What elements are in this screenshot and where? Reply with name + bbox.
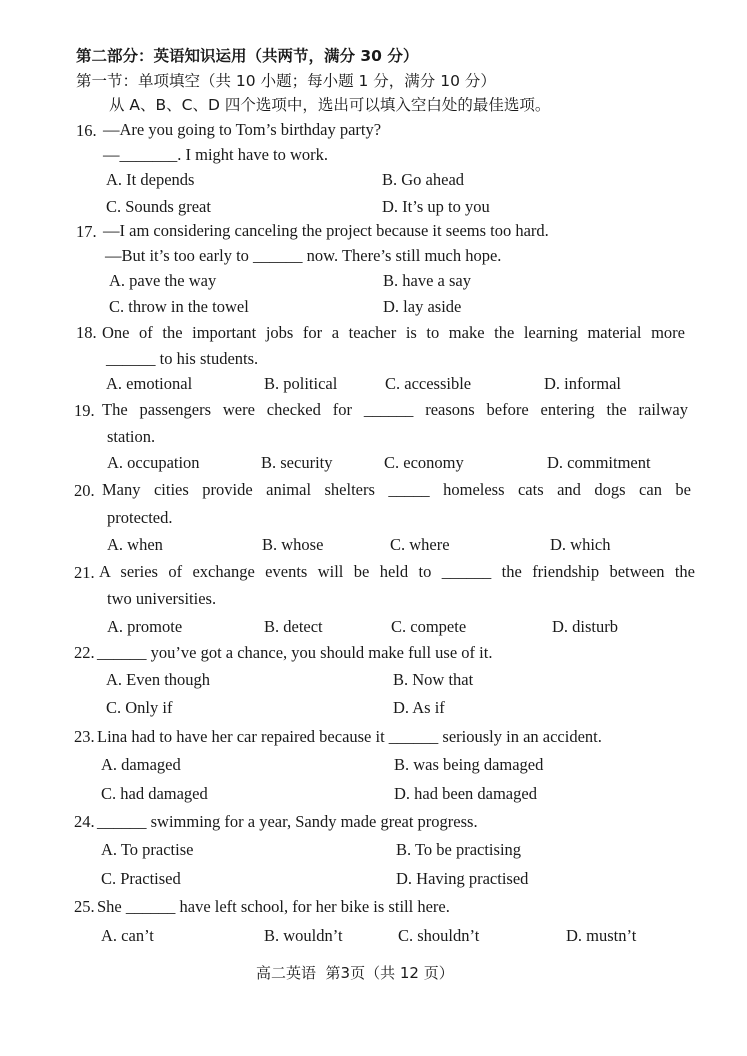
option-b: B. To be practising xyxy=(396,840,522,859)
question-stem-cont: ______ to his students. xyxy=(106,349,259,368)
option-c: C. Only if xyxy=(106,698,173,717)
question-number: 16. xyxy=(76,121,97,140)
question-number: 23. xyxy=(74,727,95,746)
option-b: B. have a say xyxy=(383,271,471,290)
option-a: A. promote xyxy=(107,617,183,636)
instructions: 从 A、B、C、D 四个选项中，选出可以填入空白处的最佳选项。 xyxy=(109,96,551,114)
option-a: A. Even though xyxy=(106,670,211,689)
subsection-title: 第一节：单项填空（共 10 小题；每小题 1 分，满分 10 分） xyxy=(76,72,496,90)
option-c: C. economy xyxy=(384,453,464,472)
question-stem-cont: —_______. I might have to work. xyxy=(103,145,329,164)
question-stem: She ______ have left school, for her bike is still here. xyxy=(97,897,450,916)
question-number: 24. xyxy=(74,812,95,831)
page-footer: 高二英语 第3页（共 12 页） xyxy=(256,964,454,982)
question-stem-cont: protected. xyxy=(107,508,173,527)
option-d: D. which xyxy=(550,535,611,554)
option-b: B. detect xyxy=(264,617,323,636)
option-a: A. emotional xyxy=(106,374,193,393)
question-stem: —I am considering canceling the project because it seems too hard. xyxy=(103,221,549,240)
option-d: D. disturb xyxy=(552,617,618,636)
option-d: D. had been damaged xyxy=(394,784,537,803)
question-stem: One of the important jobs for a teacher is to make the learning material more xyxy=(102,323,685,342)
option-c: C. accessible xyxy=(385,374,472,393)
option-c: C. where xyxy=(390,535,450,554)
option-b: B. political xyxy=(264,374,338,393)
option-c: C. Practised xyxy=(101,869,181,888)
option-a: A. occupation xyxy=(107,453,200,472)
option-b: B. whose xyxy=(262,535,324,554)
question-stem: —Are you going to Tom’s birthday party? xyxy=(103,120,382,139)
question-number: 22. xyxy=(74,643,95,662)
question-number: 20. xyxy=(74,481,95,500)
question-stem-cont: two universities. xyxy=(107,589,217,608)
question-stem: A series of exchange events will be held to ______ the friendship between the xyxy=(99,562,695,581)
option-c: C. throw in the towel xyxy=(109,297,249,316)
question-number: 18. xyxy=(76,323,97,342)
option-c: C. compete xyxy=(391,617,467,636)
question-stem-cont: —But it’s too early to ______ now. There’s still much hope. xyxy=(105,246,502,265)
option-c: C. Sounds great xyxy=(106,197,211,216)
option-d: D. mustn’t xyxy=(566,926,637,945)
question-number: 17. xyxy=(76,222,97,241)
option-d: D. informal xyxy=(544,374,621,393)
question-stem: The passengers were checked for ______ reasons before entering the railway xyxy=(102,400,688,419)
question-stem-cont: station. xyxy=(107,427,156,446)
option-d: D. As if xyxy=(393,698,445,717)
option-b: B. was being damaged xyxy=(394,755,544,774)
option-d: D. It’s up to you xyxy=(382,197,490,216)
question-stem: Many cities provide animal shelters _____ homeless cats and dogs can be xyxy=(102,480,691,499)
option-a: A. damaged xyxy=(101,755,181,774)
option-b: B. wouldn’t xyxy=(264,926,343,945)
option-d: D. lay aside xyxy=(383,297,462,316)
option-c: C. had damaged xyxy=(101,784,208,803)
question-stem: ______ swimming for a year, Sandy made great progress. xyxy=(97,812,478,831)
section-title: 第二部分：英语知识运用（共两节，满分 30 分） xyxy=(76,47,419,65)
option-a: A. To practise xyxy=(101,840,194,859)
option-d: D. commitment xyxy=(547,453,651,472)
question-stem: Lina had to have her car repaired because it ______ seriously in an accident. xyxy=(97,727,602,746)
option-a: A. when xyxy=(107,535,163,554)
option-b: B. security xyxy=(261,453,333,472)
option-b: B. Go ahead xyxy=(382,170,465,189)
question-stem: ______ you’ve got a chance, you should make full use of it. xyxy=(97,643,493,662)
option-b: B. Now that xyxy=(393,670,474,689)
option-d: D. Having practised xyxy=(396,869,529,888)
question-number: 25. xyxy=(74,897,95,916)
option-a: A. pave the way xyxy=(109,271,217,290)
question-number: 19. xyxy=(74,401,95,420)
option-a: A. It depends xyxy=(106,170,195,189)
option-c: C. shouldn’t xyxy=(398,926,480,945)
question-number: 21. xyxy=(74,563,95,582)
option-a: A. can’t xyxy=(101,926,154,945)
